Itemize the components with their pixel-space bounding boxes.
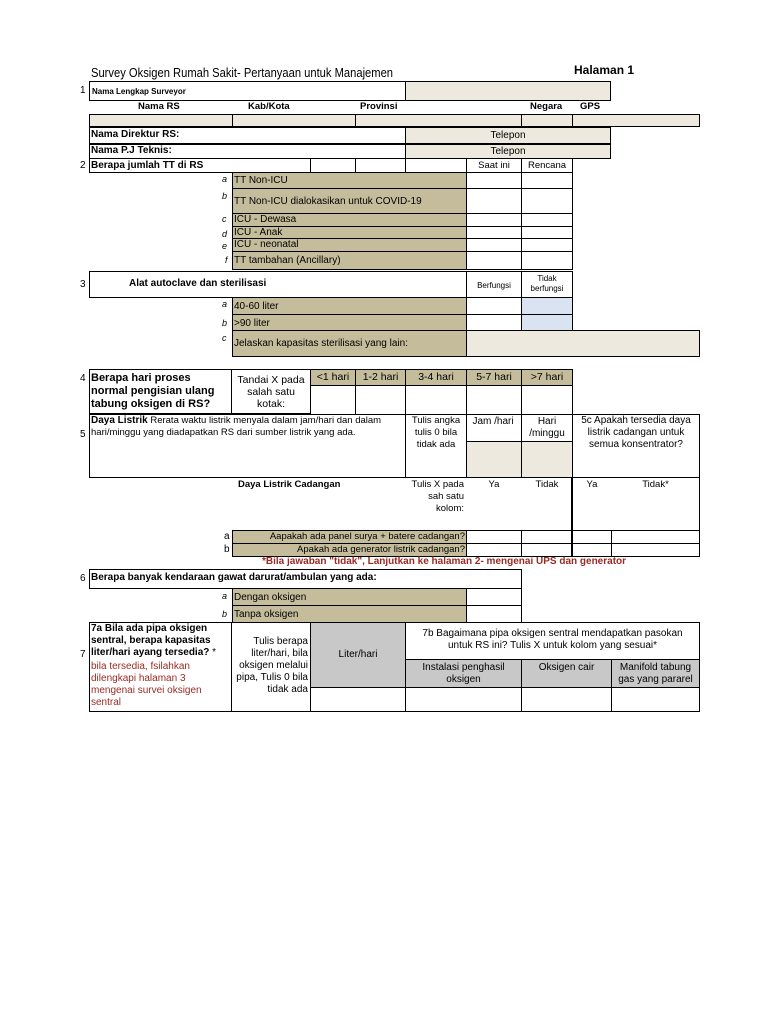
col-kab-kota: Kab/Kota (248, 101, 290, 112)
q5c-ya-checkbox[interactable] (572, 543, 612, 557)
q7b-question: 7b Bagaimana pipa oksigen sentral mendapatkan pasokan untuk RS ini? Tulis X untuk kolom yang sesuai* (422, 628, 683, 651)
q4-option-label: 1-2 hari (362, 371, 399, 383)
q2-row-label: TT Non-ICU (234, 175, 288, 186)
q5-number: 5 (80, 429, 86, 440)
q2-blank-cell (405, 158, 467, 173)
q7a-question: 7a Bila ada pipa oksigen sentral, berapa kapasitas liter/hari ayang tersedia? (91, 623, 211, 658)
q5-tulis-x: Tulis X pada sah satu kolom: (411, 479, 464, 514)
q2-rencana-input[interactable] (521, 213, 573, 227)
q3-tidak-berfungsi-input[interactable] (521, 314, 573, 331)
q7a-tulis: Tulis berapa liter/hari, bila oksigen melalui pipa, Tulis 0 bila tidak ada (236, 636, 308, 695)
q7a-note: bila tersedia, fsilahkan dilengkapi halaman 3 mengenai survei oksigen sentral (91, 661, 202, 708)
q6-row-label: Dengan oksigen (234, 592, 307, 603)
q2-saat-ini-input[interactable] (466, 251, 522, 270)
nama-rs-input[interactable] (89, 114, 233, 127)
q3-letter: b (222, 318, 228, 328)
q2-question: Berapa jumlah TT di RS (91, 160, 204, 171)
berfungsi-label: Berfungsi (477, 281, 511, 290)
q5c-tidak-checkbox[interactable] (611, 543, 700, 557)
q7b-option-checkbox[interactable] (611, 687, 700, 712)
q2-number: 2 (80, 160, 86, 171)
q7a-question-block (91, 623, 227, 659)
q2-row-label: ICU - Dewasa (234, 214, 297, 225)
q5-row-label: Apakah ada generator listrik cadangan? (297, 544, 465, 555)
pj-label: Nama P.J Teknis: (91, 145, 172, 156)
q4-option-checkbox[interactable] (405, 385, 467, 415)
q5-tidak-checkbox[interactable] (521, 530, 573, 544)
telepon-label-2: Telepon (490, 146, 526, 157)
q2-blank-cell (310, 158, 356, 173)
q2-letter: c (222, 214, 227, 224)
q3-row-label: 40-60 liter (234, 301, 279, 312)
q4-option-checkbox[interactable] (521, 385, 573, 415)
q5-jam-input[interactable] (466, 441, 522, 478)
q7b-option-label: Manifold tabung gas yang pararel (618, 662, 693, 685)
q7b-option-label: Oksigen cair (538, 662, 595, 673)
q2-saat-ini-input[interactable] (466, 213, 522, 227)
col-provinsi: Provinsi (360, 101, 398, 112)
q2-rencana-input[interactable] (521, 188, 573, 214)
q5-tidak-checkbox[interactable] (521, 543, 573, 557)
q6-number: 6 (80, 573, 86, 584)
q2-blank-cell (355, 158, 406, 173)
q4-option-checkbox[interactable] (310, 385, 356, 415)
q7a-liter-hari-input[interactable] (310, 687, 406, 712)
q7a-liter-hari-label: Liter/hari (338, 649, 378, 660)
tidak-berfungsi-label: Tidak berfungsi (530, 274, 564, 293)
kab-kota-input[interactable] (232, 114, 356, 127)
provinsi-input[interactable] (355, 114, 522, 127)
q2-letter: f (225, 255, 228, 265)
q7-number: 7 (80, 649, 86, 660)
surveyor-label: Nama Lengkap Surveyor (92, 87, 186, 96)
q2-letter: b (222, 191, 228, 201)
q5-letter: b (224, 544, 230, 555)
q2-rencana-input[interactable] (521, 251, 573, 270)
q5-ya-checkbox[interactable] (466, 543, 522, 557)
q6-letter: a (222, 591, 228, 601)
q5-question (91, 415, 396, 438)
q2-saat-ini-input[interactable] (466, 172, 522, 189)
q5-hari-label: Hari /minggu (529, 416, 565, 439)
q4-question: Berapa hari proses normal pengisian ulang tabung oksigen di RS? (91, 372, 215, 410)
q4-instruction: Tandai X pada salah satu kotak: (237, 374, 305, 410)
q5-row-label: Aapakah ada panel surya + batere cadangan? (269, 531, 465, 542)
q5-ya-checkbox[interactable] (466, 530, 522, 544)
q4-option-checkbox[interactable] (466, 385, 522, 415)
gps-input[interactable] (572, 114, 700, 127)
q4-number: 4 (80, 373, 86, 384)
q7b-option-checkbox[interactable] (405, 687, 522, 712)
q3-row-label: >90 liter (234, 318, 270, 329)
q5-jam-label: Jam /hari (472, 416, 514, 427)
q3-question: Alat autoclave dan sterilisasi (129, 278, 267, 289)
q7b-option-checkbox[interactable] (521, 687, 612, 712)
q2-row-label: ICU - neonatal (234, 239, 299, 250)
q4-option-label: 5-7 hari (476, 371, 512, 383)
page-number: Halaman 1 (574, 63, 635, 77)
q2-saat-ini-input[interactable] (466, 238, 522, 252)
q2-row-label: ICU - Anak (234, 227, 283, 238)
q3-berfungsi-input[interactable] (466, 314, 522, 331)
surveyor-input[interactable] (405, 81, 611, 101)
page-title: Survey Oksigen Rumah Sakit- Pertanyaan untuk Manajemen (91, 65, 394, 80)
q7b-option-label: Instalasi penghasil oksigen (422, 662, 505, 685)
q6-row-label: Tanpa oksigen (234, 609, 299, 620)
q7a-star: * (209, 647, 217, 658)
q5c-ya-label: Ya (586, 479, 598, 490)
q4-option-label: <1 hari (316, 371, 350, 383)
q3-tidak-berfungsi-input[interactable] (521, 297, 573, 315)
q6-question: Berapa banyak kendaraan gawat darurat/ambulan yang ada: (91, 572, 377, 583)
q6-letter: b (222, 609, 228, 619)
q5c-ya-checkbox[interactable] (572, 530, 612, 544)
q2-row-label: TT tambahan (Ancillary) (234, 255, 341, 266)
q5-text: Rerata waktu listrik menyala dalam jam/hari dan dalam hari/minggu yang diadapatkan RS dari sumber listrik yang ada. (91, 415, 382, 438)
q3-row-label: Jelaskan kapasitas sterilisasi yang lain: (234, 338, 408, 349)
q5-ya-label: Ya (488, 479, 500, 490)
q3-letter: c (222, 333, 227, 343)
col-nama-rs: Nama RS (138, 101, 180, 112)
negara-input[interactable] (521, 114, 573, 127)
direktur-label: Nama Direktur RS: (91, 129, 180, 140)
q5-tulis-angka: Tulis angka tulis 0 bila tidak ada (411, 415, 461, 450)
q3-number: 3 (80, 279, 86, 290)
q5-tidak-label: Tidak (535, 479, 559, 490)
q2-rencana-input[interactable] (521, 172, 573, 189)
telepon-label: Telepon (490, 130, 526, 141)
rencana-label: Rencana (527, 160, 567, 171)
q5-hari-input[interactable] (521, 441, 573, 478)
q5-letter: a (224, 531, 230, 542)
q5-title: Daya Listrik (91, 415, 148, 426)
q3-berfungsi-input[interactable] (466, 297, 522, 315)
q2-letter: e (222, 241, 228, 251)
q5c-question: 5c Apakah tersedia daya listrik cadangan untuk semua konsentrator? (581, 415, 691, 450)
q4-option-checkbox[interactable] (355, 385, 406, 415)
q4-option-label: 3-4 hari (418, 371, 454, 383)
col-gps: GPS (580, 101, 601, 112)
q5c-tidak-label: Tidak* (642, 479, 669, 490)
q2-rencana-input[interactable] (521, 238, 573, 252)
saat-ini-label: Saat ini (478, 160, 510, 171)
q3-letter: a (222, 299, 228, 309)
col-negara: Negara (530, 101, 563, 112)
q6-count-input[interactable] (466, 605, 522, 623)
q5-note: *Bila jawaban "tidak", Lanjutkan ke halaman 2- mengenai UPS dan generator (262, 556, 627, 567)
q2-saat-ini-input[interactable] (466, 188, 522, 214)
q1-number: 1 (80, 85, 86, 96)
q5c-tidak-checkbox[interactable] (611, 530, 700, 544)
q6-count-input[interactable] (466, 588, 522, 606)
q5-cadangan-label: Daya Listrik Cadangan (238, 479, 341, 490)
q4-option-label: >7 hari (530, 371, 564, 383)
q3-other-capacity-input[interactable] (466, 330, 700, 357)
q2-letter: d (222, 229, 228, 239)
q2-letter: a (222, 174, 228, 184)
q2-row-label: TT Non-ICU dialokasikan untuk COVID-19 (234, 196, 422, 207)
